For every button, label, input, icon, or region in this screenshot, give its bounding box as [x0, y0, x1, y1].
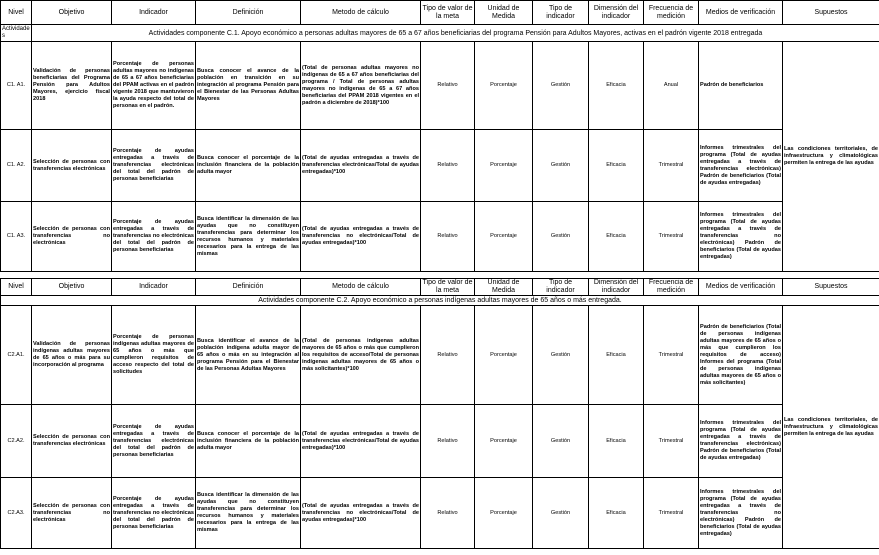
header-supuestos: Supuestos	[783, 279, 879, 296]
header-nivel: Nivel	[1, 279, 32, 296]
cell-unidad: Porcentaje	[475, 478, 533, 549]
cell-definicion: Busca identificar el avance de la población indígena adulta mayor de 65 años o más en su integración al programa Pensión para el Bienestar de las Personas Adultas Mayores	[196, 306, 301, 405]
cell-medios: Padrón de beneficiarios	[699, 42, 783, 130]
cell-dimension: Eficacia	[589, 130, 644, 202]
cell-unidad: Porcentaje	[475, 130, 533, 202]
header-indicador: Indicador	[112, 1, 196, 25]
header-metodo: Metodo de cálculo	[301, 1, 421, 25]
header-indicador: Indicador	[112, 279, 196, 296]
table-row	[1, 42, 879, 130]
cell-frecuencia: Trimestral	[644, 478, 699, 549]
table-row	[1, 405, 879, 478]
cell-definicion: Busca conocer el avance de la población en transición en su integración al programa Pensión para el Bienestar de las Personas Adultas Mayores	[196, 42, 301, 130]
cell-frecuencia: Trimestral	[644, 306, 699, 405]
cell-metodo: (Total de ayudas entregadas a través de transferencias no electrónicas/Total de ayudas entregadas)*100	[301, 202, 421, 272]
cell-nivel: C1. A3.	[1, 202, 32, 272]
cell-unidad: Porcentaje	[475, 306, 533, 405]
header-frecuencia: Frecuencia de medición	[644, 1, 699, 25]
header-unidad: Unidad de Medida	[475, 1, 533, 25]
cell-tipo-valor: Relativo	[421, 130, 475, 202]
header-objetivo: Objetivo	[32, 1, 112, 25]
cell-tipo-valor: Relativo	[421, 42, 475, 130]
cell-medios: Informes trimestrales del programa (Total de ayudas entregadas a través de transferencias electrónicas) Padrón de beneficiarios (Total de ayudas entregadas)	[699, 130, 783, 202]
cell-dimension: Eficacia	[589, 478, 644, 549]
cell-tipo-indicador: Gestión	[533, 202, 589, 272]
cell-tipo-indicador: Gestión	[533, 306, 589, 405]
cell-medios: Informes trimestrales del programa (Total de ayudas entregadas a través de transferencias no electrónicas) Padrón de beneficiarios (Total de ayudas entregadas)	[699, 478, 783, 549]
cell-medios: Padrón de beneficiarios (Total de personas indígenas adultas mayores de 65 años o más que cumplieron los requisitos de acceso) Informes del programa (Total de personas indígenas adultas mayores de 65 años o más solicitantes)	[699, 306, 783, 405]
activity-title: Actividades componente C.2. Apoyo económico a personas indígenas adultas mayores de 65 años o más entregada.	[1, 296, 879, 306]
cell-frecuencia: Trimestral	[644, 405, 699, 478]
cell-frecuencia: Anual	[644, 42, 699, 130]
cell-medios: Informes trimestrales del programa (Total de ayudas entregadas a través de transferencias electrónicas) Padrón de beneficiarios (Total de ayudas entregadas)	[699, 405, 783, 478]
activity-label: Actividades	[1, 25, 32, 42]
cell-indicador: Porcentaje de ayudas entregadas a través de transferencias electrónicas del total del padrón de personas beneficiarias	[112, 130, 196, 202]
cell-unidad: Porcentaje	[475, 202, 533, 272]
cell-nivel: C1. A2.	[1, 130, 32, 202]
cell-definicion: Busca conocer el porcentaje de la inclusión financiera de la población adulta mayor	[196, 130, 301, 202]
cell-dimension: Eficacia	[589, 202, 644, 272]
cell-dimension: Eficacia	[589, 42, 644, 130]
cell-objetivo: Validación de personas beneficiarias del Programa Pensión para Adultos Mayores, ejercicio fiscal 2018	[32, 42, 112, 130]
header-dimension: Dimensión del indicador	[589, 1, 644, 25]
header-objetivo: Objetivo	[32, 279, 112, 296]
cell-tipo-valor: Relativo	[421, 306, 475, 405]
header-tipo-valor: Tipo de valor de la meta	[421, 279, 475, 296]
cell-medios: Informes trimestrales del programa (Total de ayudas entregadas a través de transferencias no electrónicas) Padrón de beneficiarios (Total de ayudas entregadas)	[699, 202, 783, 272]
cell-objetivo: Selección de personas con transferencias no electrónicas	[32, 478, 112, 549]
cell-indicador: Porcentaje de ayudas entregadas a través de transferencias electrónicas del total del padrón de personas beneficiarias	[112, 405, 196, 478]
cell-objetivo: Validación de personas indígenas adultas mayores de 65 años o más para su incorporación al programa	[32, 306, 112, 405]
cell-dimension: Eficacia	[589, 306, 644, 405]
cell-metodo: (Total de personas indígenas adultas mayores de 65 años o más que cumplieron los requisitos de acceso/Total de personas indígenas adultas mayores de 65 años o más solicitantes)*100	[301, 306, 421, 405]
header-metodo: Metodo de cálculo	[301, 279, 421, 296]
header-tipo-indicador: Tipo de indicador	[533, 279, 589, 296]
cell-nivel: C2.A2.	[1, 405, 32, 478]
header-unidad: Unidad de Medida	[475, 279, 533, 296]
cell-tipo-valor: Relativo	[421, 478, 475, 549]
cell-metodo: (Total de ayudas entregadas a través de transferencias electrónicas/Total de ayudas entregadas)*100	[301, 130, 421, 202]
mir-table-component-2	[0, 278, 879, 549]
header-frecuencia: Frecuencia de medición	[644, 279, 699, 296]
header-dimension: Dimensión del indicador	[589, 279, 644, 296]
header-tipo-indicador: Tipo de indicador	[533, 1, 589, 25]
cell-indicador: Porcentaje de personas indígenas adultas mayores de 65 años o más que cumplieron requisitos de acceso respecto del total de solicitudes	[112, 306, 196, 405]
header-medios: Medios de verificación	[699, 279, 783, 296]
cell-frecuencia: Trimestral	[644, 202, 699, 272]
cell-frecuencia: Trimestral	[644, 130, 699, 202]
cell-unidad: Porcentaje	[475, 405, 533, 478]
cell-nivel: C2.A1.	[1, 306, 32, 405]
cell-objetivo: Selección de personas con transferencias no electrónicas	[32, 202, 112, 272]
cell-indicador: Porcentaje de ayudas entregadas a través de transferencias no electrónicas del total del padrón de personas beneficiarias	[112, 202, 196, 272]
cell-objetivo: Selección de personas con transferencias electrónicas	[32, 405, 112, 478]
cell-metodo: (Total de ayudas entregadas a través de transferencias electrónicas/Total de ayudas entregadas)*100	[301, 405, 421, 478]
cell-metodo: (Total de ayudas entregadas a través de transferencias no electrónicas/Total de ayudas entregadas)*100	[301, 478, 421, 549]
cell-indicador: Porcentaje de ayudas entregadas a través de transferencias no electrónicas del total del padrón de personas beneficiarias	[112, 478, 196, 549]
header-definicion: Definición	[196, 279, 301, 296]
table-row	[1, 202, 879, 272]
table-row	[1, 130, 879, 202]
cell-definicion: Busca identificar la dimensión de las ayudas que no constituyen transferencias para determinar los recursos humanos y materiales necesarios para la entrega de las mismas	[196, 478, 301, 549]
cell-nivel: C1. A1.	[1, 42, 32, 130]
cell-tipo-indicador: Gestión	[533, 42, 589, 130]
header-nivel: Nivel	[1, 1, 32, 25]
activity-title: Actividades componente C.1. Apoyo económico a personas adultas mayores de 65 a 67 años beneficiarias del programa Pensión para Adultos Mayores, activas en el padrón vigente 2018 entregada	[32, 25, 879, 42]
header-tipo-valor: Tipo de valor de la meta	[421, 1, 475, 25]
cell-unidad: Porcentaje	[475, 42, 533, 130]
cell-dimension: Eficacia	[589, 405, 644, 478]
mir-table-component-1	[0, 0, 879, 272]
cell-tipo-valor: Relativo	[421, 202, 475, 272]
cell-supuestos: Las condiciones territoriales, de infraestructura y climatológicas permiten la entrega de las ayudas	[783, 42, 879, 272]
header-definicion: Definición	[196, 1, 301, 25]
cell-definicion: Busca conocer el porcentaje de la inclusión financiera de la población adulta mayor	[196, 405, 301, 478]
header-supuestos: Supuestos	[783, 1, 879, 25]
cell-nivel: C2.A3.	[1, 478, 32, 549]
cell-objetivo: Selección de personas con transferencias electrónicas	[32, 130, 112, 202]
cell-tipo-indicador: Gestión	[533, 405, 589, 478]
header-medios: Medios de verificación	[699, 1, 783, 25]
cell-indicador: Porcentaje de personas adultas mayores no indígenas de 65 a 67 años beneficiarias del PPAM activas en el padrón vigente 2018 que mantuvieron la ayuda respecto del total de personas en el padrón.	[112, 42, 196, 130]
cell-tipo-valor: Relativo	[421, 405, 475, 478]
table-row	[1, 306, 879, 405]
cell-tipo-indicador: Gestión	[533, 130, 589, 202]
cell-metodo: (Total de personas adultas mayores no indígenas de 65 a 67 años beneficiarias del programa / Total de personas adultas mayores no indígenas de 65 a 67 años beneficiarias del PPAM 2018 vigentes en el padrón a diciembre de 2018)*100	[301, 42, 421, 130]
cell-supuestos: Las condiciones territoriales, de infraestructura y climatológicas permiten la entrega de las ayudas	[783, 306, 879, 549]
table-row	[1, 478, 879, 549]
cell-definicion: Busca identificar la dimensión de las ayudas que no constituyen transferencias para determinar los recursos humanos y materiales necesarios para la entrega de las mismas	[196, 202, 301, 272]
cell-tipo-indicador: Gestión	[533, 478, 589, 549]
